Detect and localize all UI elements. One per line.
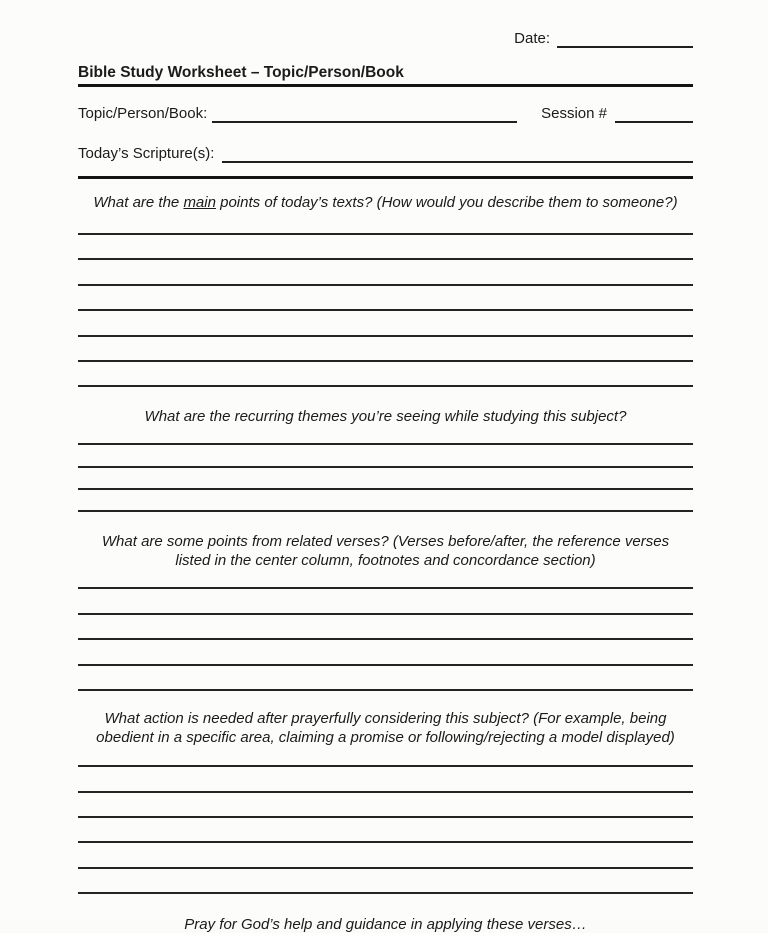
section-recurring-themes bbox=[78, 407, 693, 512]
question-text: What are the recurring themes you’re seeing while studying this subject? bbox=[144, 408, 627, 426]
scripture-blank-line bbox=[222, 145, 693, 163]
writing-line bbox=[78, 286, 693, 311]
writing-lines-main-points bbox=[78, 212, 693, 387]
writing-line bbox=[78, 747, 693, 767]
writing-line bbox=[78, 235, 693, 260]
topic-label: Topic/Person/Book: bbox=[78, 105, 208, 122]
question-related-verses bbox=[78, 532, 693, 570]
scripture-row bbox=[78, 142, 693, 163]
writing-line bbox=[78, 468, 693, 490]
writing-line bbox=[78, 260, 693, 285]
topic-blank-line bbox=[212, 105, 517, 123]
question-recurring-themes bbox=[78, 407, 693, 426]
writing-line bbox=[78, 640, 693, 666]
writing-line bbox=[78, 490, 693, 512]
section-related-verses bbox=[78, 532, 693, 691]
writing-line bbox=[78, 570, 693, 589]
writing-lines-related-verses bbox=[78, 570, 693, 691]
writing-line bbox=[78, 589, 693, 615]
question-text: obedient in a specific area, claiming a promise or following/rejecting a model displayed) bbox=[96, 729, 675, 747]
writing-line bbox=[78, 818, 693, 843]
writing-line bbox=[78, 337, 693, 362]
topic-session-row bbox=[78, 102, 693, 123]
date-blank-line bbox=[557, 30, 693, 48]
footer-prayer: Pray for God’s help and guidance in applying these verses… bbox=[184, 916, 587, 933]
question-text: points of today’s texts? (How would you describe them to someone?) bbox=[215, 194, 678, 211]
date-row bbox=[78, 28, 693, 48]
writing-line bbox=[78, 767, 693, 792]
question-text: listed in the center column, footnotes and concordance section) bbox=[175, 552, 596, 570]
question-text: What action is needed after prayerfully considering this subject? (For example, being bbox=[104, 710, 667, 728]
session-blank-line bbox=[615, 105, 693, 123]
question-text: What are some points from related verses? (Verses before/after, the reference verses bbox=[101, 533, 670, 551]
writing-line bbox=[78, 311, 693, 336]
writing-line bbox=[78, 869, 693, 894]
section-main-points bbox=[78, 193, 693, 387]
writing-line bbox=[78, 666, 693, 692]
question-underlined-word: main bbox=[183, 194, 216, 211]
section-divider-rule bbox=[78, 176, 693, 179]
writing-line bbox=[78, 615, 693, 641]
writing-line bbox=[78, 362, 693, 387]
session-label: Session # bbox=[541, 105, 607, 122]
writing-line bbox=[78, 843, 693, 868]
question-main-points bbox=[78, 193, 693, 212]
writing-line bbox=[78, 445, 693, 467]
scripture-label: Today’s Scripture(s): bbox=[78, 145, 215, 162]
question-text: What are the bbox=[93, 194, 184, 211]
writing-line bbox=[78, 426, 693, 445]
worksheet-title: Bible Study Worksheet – Topic/Person/Book bbox=[78, 63, 693, 87]
writing-lines-action-needed bbox=[78, 747, 693, 894]
writing-line bbox=[78, 793, 693, 818]
question-action-needed bbox=[78, 709, 693, 747]
date-label: Date: bbox=[514, 30, 550, 47]
writing-lines-recurring-themes bbox=[78, 426, 693, 512]
section-action-needed bbox=[78, 709, 693, 894]
writing-line bbox=[78, 212, 693, 235]
